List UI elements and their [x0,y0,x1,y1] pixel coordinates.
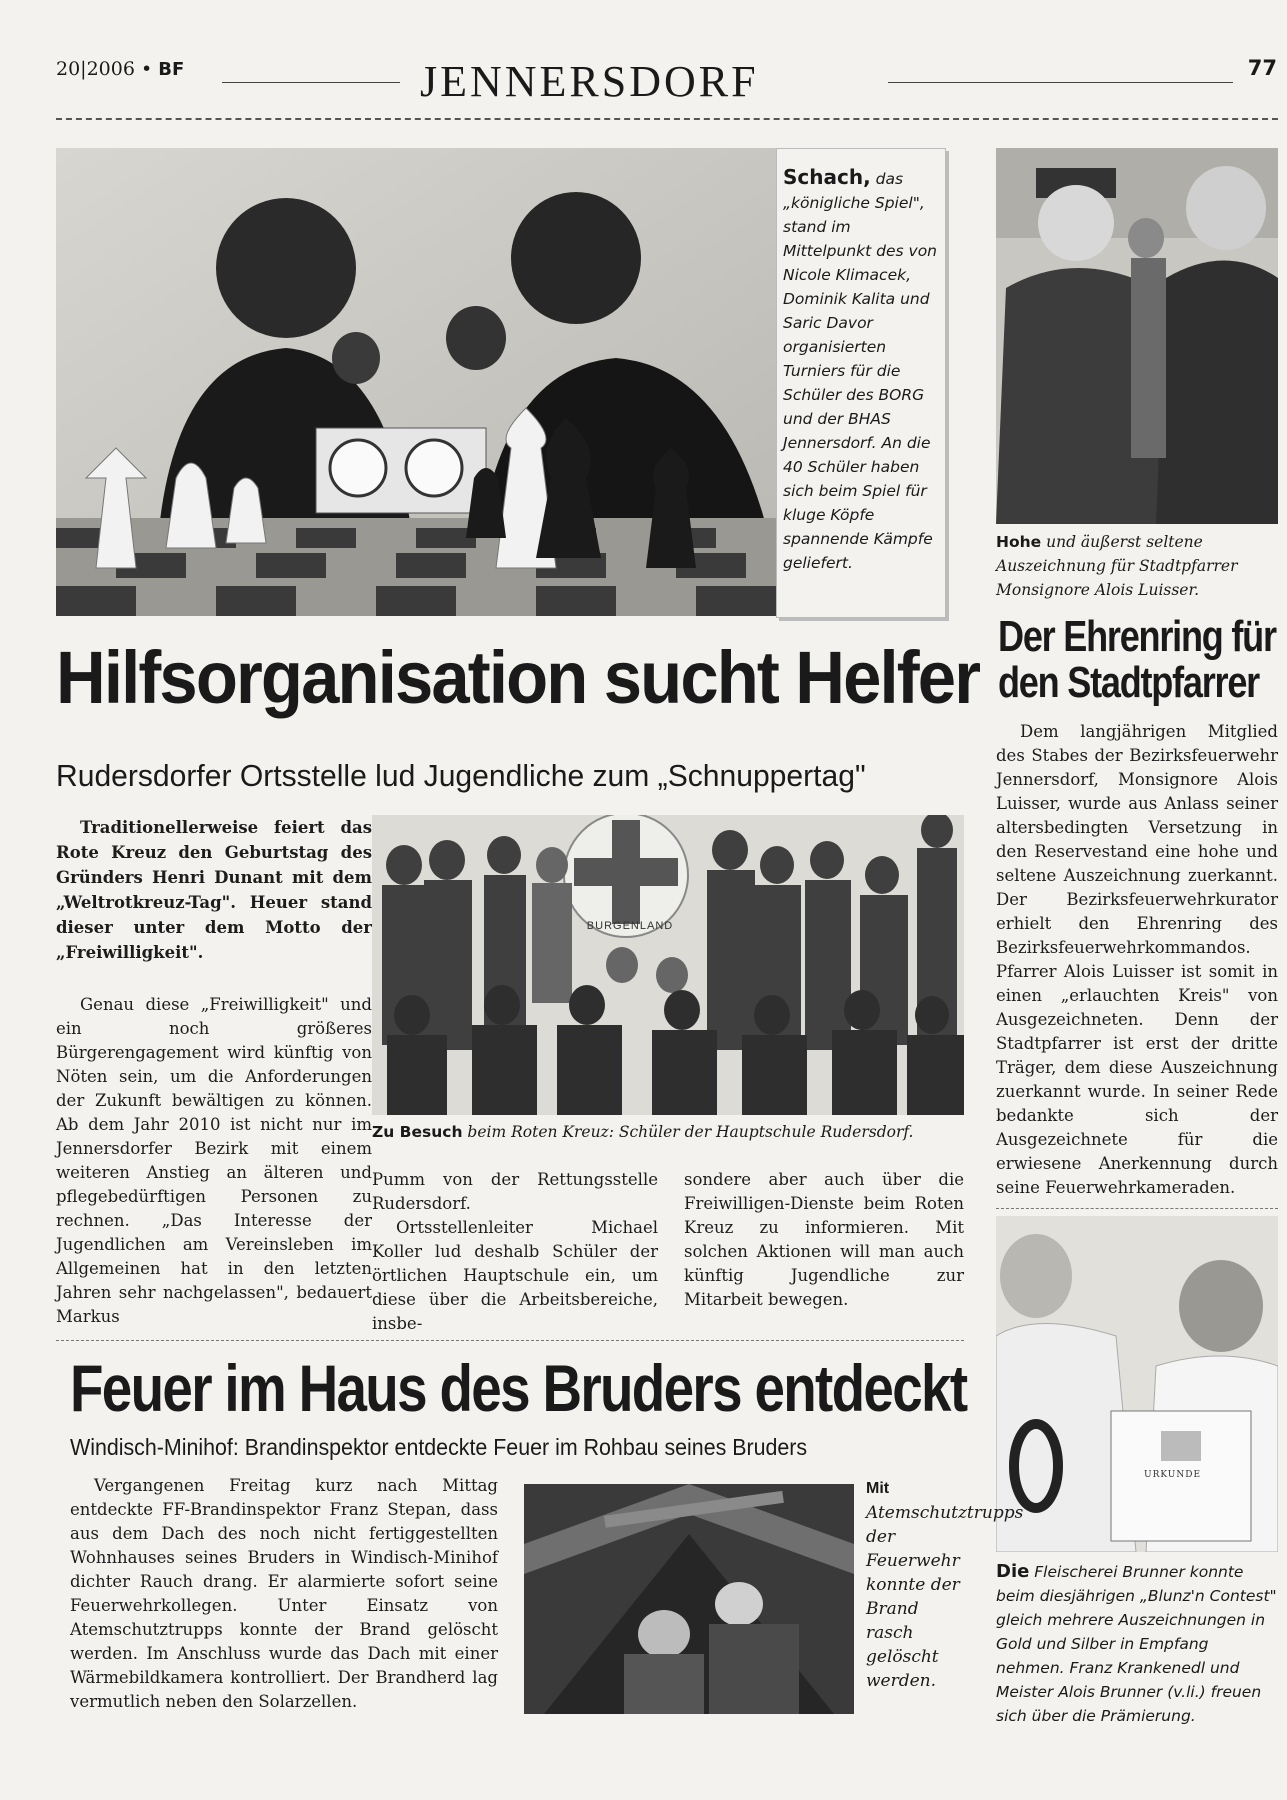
issue-line [56,58,184,80]
ehrenring-headline-line-2: den Stadtpfarrer [998,658,1260,707]
chess-caption [777,149,945,575]
fire-caption-lead: Mit [866,1480,890,1497]
red-cross-column-3 [684,1168,964,1312]
chess-photo [56,148,776,616]
red-cross-caption-lead: Zu Besuch [372,1123,463,1141]
issue-date: 20|2006 [56,58,135,80]
award-caption-lead: Hohe [996,533,1042,551]
fire-headline: Feuer im Haus des Bruders entdeckt [70,1351,967,1425]
red-cross-column-1 [56,815,372,1329]
award-photo-caption [996,530,1278,602]
fire-article-top-rule [56,1340,964,1341]
ehrenring-paragraph: Dem langjährigen Mitglied des Stabes der Bezirksfeuerwehr Jennersdorf, Monsignore Alois Luisser, wurde aus Anlass seiner altersbedingten Versetzung in den Reservestand eine hohe und seltene Auszeichnung zuerkannt. Der Bezirksfeuerwehrkurator erhielt den Ehrenring des Bezirksfeuerwehrkommandos. Pfarrer Alois Luisser ist somit in einen „erlauchten Kreis" von Ausgezeichneten. Denn der Stadtpfarrer ist erst der dritte Träger, dem diese Auszeichnung zuerkannt wurde. In seiner Rede bedankte sich der Ausgezeichnete für die erwiesene Anerkennung durch seine Feuerwehrkameraden. [996,722,1278,1197]
issue-bullet: • [140,58,153,80]
butcher-caption-text: Fleischerei Brunner konnte beim diesjährigen „Blunz'n Contest" gleich mehrere Auszeichnungen in Gold und Silber in Empfang nehmen. Franz Krankenedl und Meister Alois Brunner (v.li.) freuen sich über die Prämierung. [996,1563,1277,1725]
red-cross-column-2 [372,1168,658,1336]
red-cross-caption-text: beim Roten Kreuz: Schüler der Hauptschule Rudersdorf. [467,1123,914,1141]
ehrenring-headline-line-1: Der Ehrenring für [998,612,1276,661]
red-cross-lead: Traditionellerweise feiert das Rote Kreuz den Geburtstag des Gründers Henri Dunant mit dem „Weltrotkreuz-Tag". Heuer stand dieser unter dem Motto der „Freiwilligkeit". [56,818,372,962]
fire-body [70,1474,498,1714]
fire-subheadline: Windisch-Minihof: Brandinspektor entdeckte Feuer im Rohbau seines Bruders [70,1434,808,1460]
section-title: JENNERSDORF [420,57,759,106]
header-rule-right [888,82,1233,83]
red-cross-logo-text: BURGENLAND [586,920,674,932]
butcher-caption-lead: Die [996,1561,1030,1582]
chess-caption-box [776,148,946,618]
page-number: 77 [1247,56,1277,80]
award-ceremony-photo [996,148,1278,524]
chess-caption-text: das „königliche Spiel", stand im Mittelpunkt des von Nicole Klimacek, Dominik Kalita und Saric Davor organisierten Turniers für die Schüler des BORG und der BHAS Jennersdorf. An die 40 Schüler haben sich beim Spiel für kluge Köpfe spannende Kämpfe geliefert. [783,170,938,572]
ehrenring-body [996,720,1278,1200]
header-rule-left [222,82,400,83]
red-cross-col2-paragraph-1: Pumm von der Rettungsstelle Rudersdorf. [372,1170,658,1213]
fire-paragraph: Vergangenen Freitag kurz nach Mittag entdeckte FF-Brandinspektor Franz Stepan, dass aus dem Dach des noch nicht fertiggestellten Wohnhauses seines Bruders in Windisch-Minihof dichter Rauch drang. Er alarmierte sofort seine Feuerwehrkollegen. Unter Einsatz von Atemschutztrupps konnte der Brand gelöscht werden. Im Anschluss wurde das Dach mit einer Wärmebildkamera kontrolliert. Der Brandherd lag vermutlich neben den Solarzellen. [70,1476,498,1711]
butcher-photo-caption [996,1560,1278,1728]
certificate-title: URKUNDE [1144,1470,1202,1480]
right-column-divider [996,1208,1278,1209]
red-cross-col3-paragraph: sondere aber auch über die Freiwilligen-Dienste beim Roten Kreuz zu informieren. Mit solchen Aktionen will man auch künftig Jugendliche zur Mitarbeit bewegen. [684,1170,964,1309]
red-cross-headline: Hilfsorganisation sucht Helfer [56,636,980,719]
red-cross-col1-paragraph: Genau diese „Freiwilligkeit" und ein noch größeres Bürgerengagement wird künftig von Nöten sein, um die Anforderungen der Zukunft bewältigen zu können. Ab dem Jahr 2010 ist nicht nur im Jennersdorfer Bezirk mit einem weiteren Anstieg an älteren und pflegebedürftigen Personen zu rechnen. „Das Interesse der Jugendlichen am Vereinsleben im Allgemeinen hat in den letzten Jahren sehr nachgelassen", bedauert Markus [56,995,372,1326]
paper-name: BF [158,59,185,80]
award-caption-text: und äußerst seltene Auszeichnung für Stadtpfarrer Monsignore Alois Luisser. [996,533,1238,599]
red-cross-photo-caption [372,1120,972,1144]
red-cross-subheadline: Rudersdorfer Ortsstelle lud Jugendliche zum „Schnuppertag" [56,758,866,793]
fire-caption-text: Atemschutztrupps der Feuerwehr konnte der Brand rasch gelöscht werden. [866,1503,1024,1691]
ehrenring-headline [998,614,1276,706]
header-dashed-rule [56,118,1278,120]
fire-rescue-photo [524,1484,854,1714]
red-cross-group-photo [372,815,964,1115]
red-cross-col2-paragraph-2: Ortsstellenleiter Michael Koller lud deshalb Schüler der örtlichen Hauptschule ein, um diese über die Arbeitsbereiche, insbe- [372,1218,658,1333]
butcher-award-photo [996,1216,1278,1552]
chess-caption-lead: Schach, [783,165,871,189]
